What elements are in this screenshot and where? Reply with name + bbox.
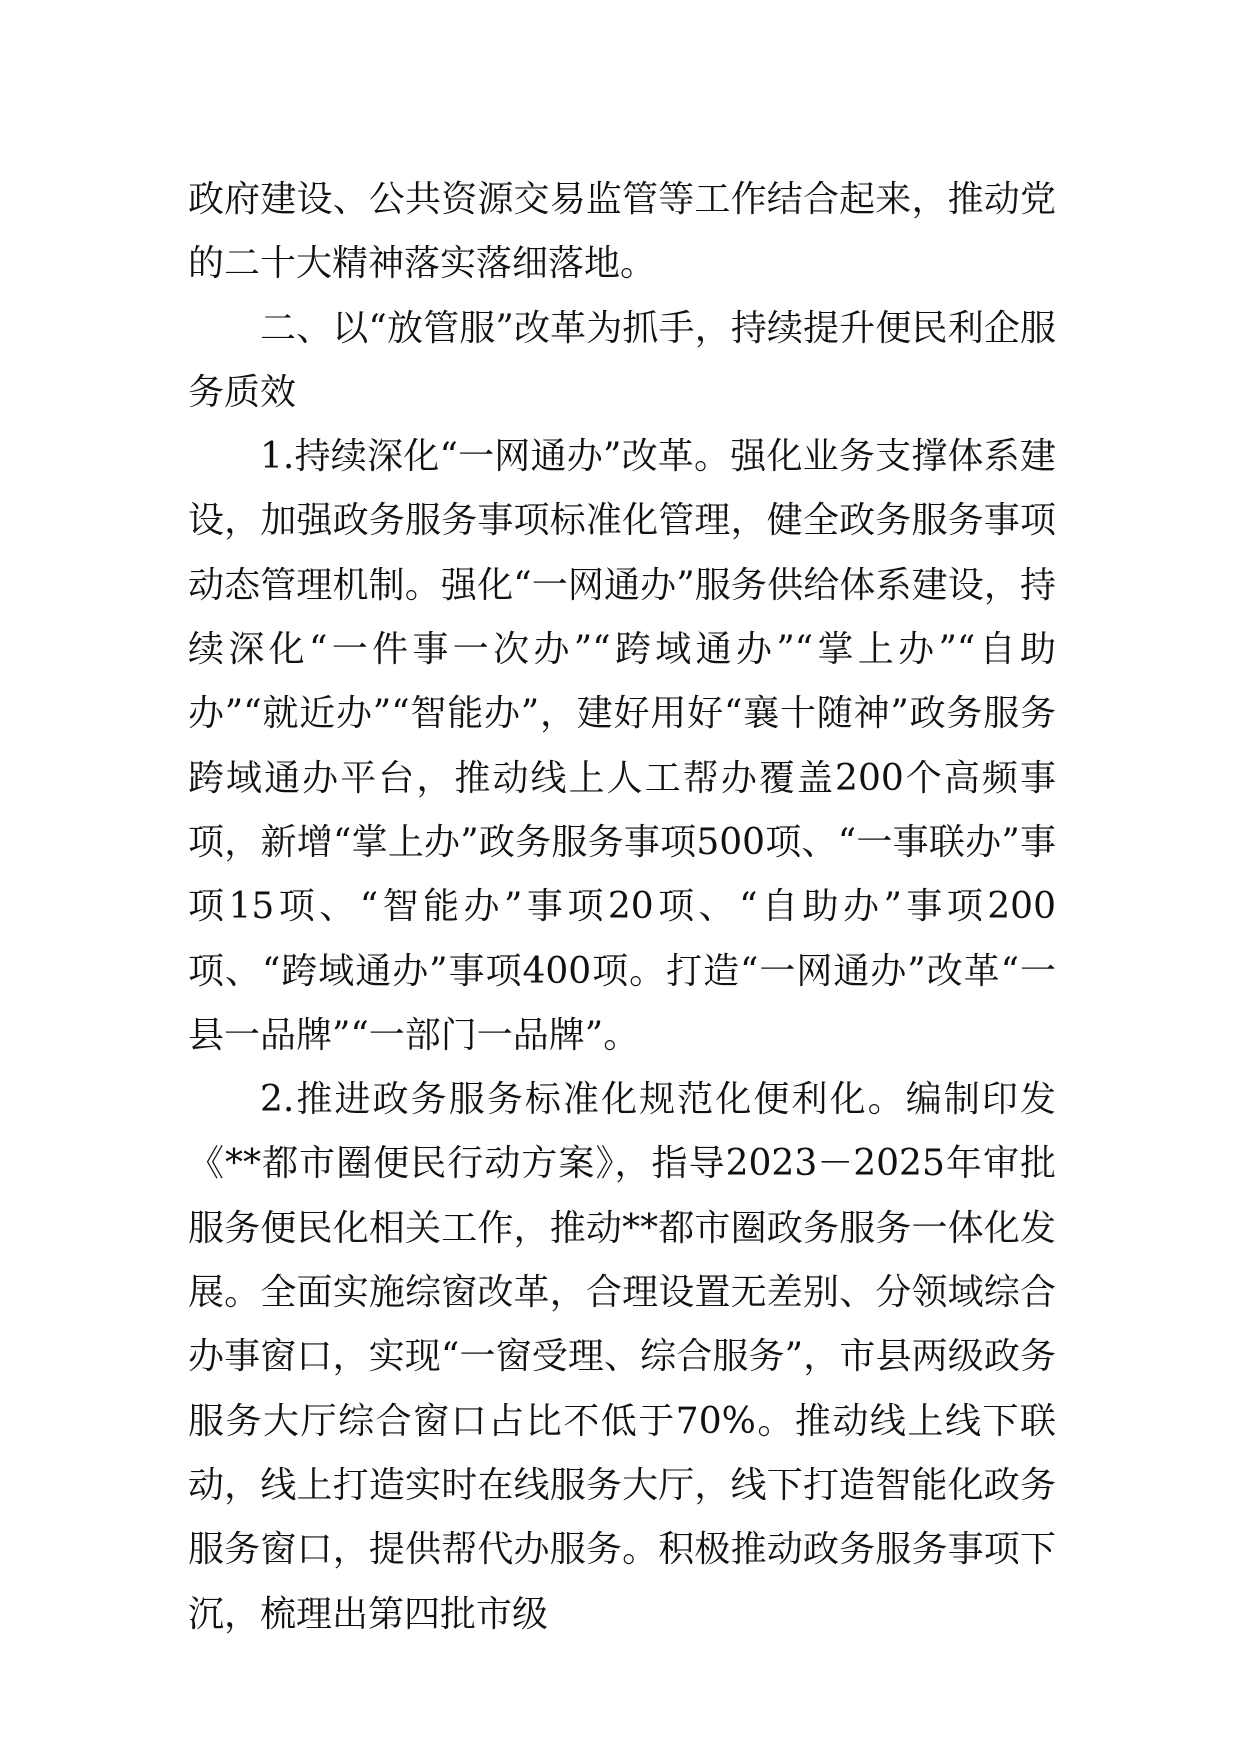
paragraph-standardization: 2.推进政务服务标准化规范化便利化。编制印发《**都市圈便民行动方案》，指导2023－2025年审批服务便民化相关工作，推动**都市圈政务服务一体化发展。全面实施综窗改革，合理设置无差别、分领域综合办事窗口，实现“一窗受理、综合服务”，市县两级政务服务大厅综合窗口占比不低于70%。推动线上线下联动，线上打造实时在线服务大厅，线下打造智能化政务服务窗口，提供帮代办服务。积极推动政务服务事项下沉，梳理出第四批市级 [188, 1079, 1056, 1635]
section-heading: 二、以“放管服”改革为抓手，持续提升便民利企服务质效 [188, 307, 1056, 413]
document-body [188, 168, 1056, 1647]
paragraph-continuation: 政府建设、公共资源交易监管等工作结合起来，推动党的二十大精神落实落细落地。 [188, 179, 1056, 285]
paragraph-one-network: 1.持续深化“一网通办”改革。强化业务支撑体系建设，加强政务服务事项标准化管理，健全政务服务事项动态管理机制。强化“一网通办”服务供给体系建设，持续深化“一件事一次办”“跨域通办”“掌上办”“自助办”“就近办”“智能办”，建好用好“襄十随神”政务服务跨域通办平台，推动线上人工帮办覆盖200个高频事项，新增“掌上办”政务服务事项500项、“一事联办”事项15项、“智能办”事项20项、“自助办”事项200项、“跨域通办”事项400项。打造“一网通办”改革“一县一品牌”“一部门一品牌”。 [188, 436, 1056, 1056]
